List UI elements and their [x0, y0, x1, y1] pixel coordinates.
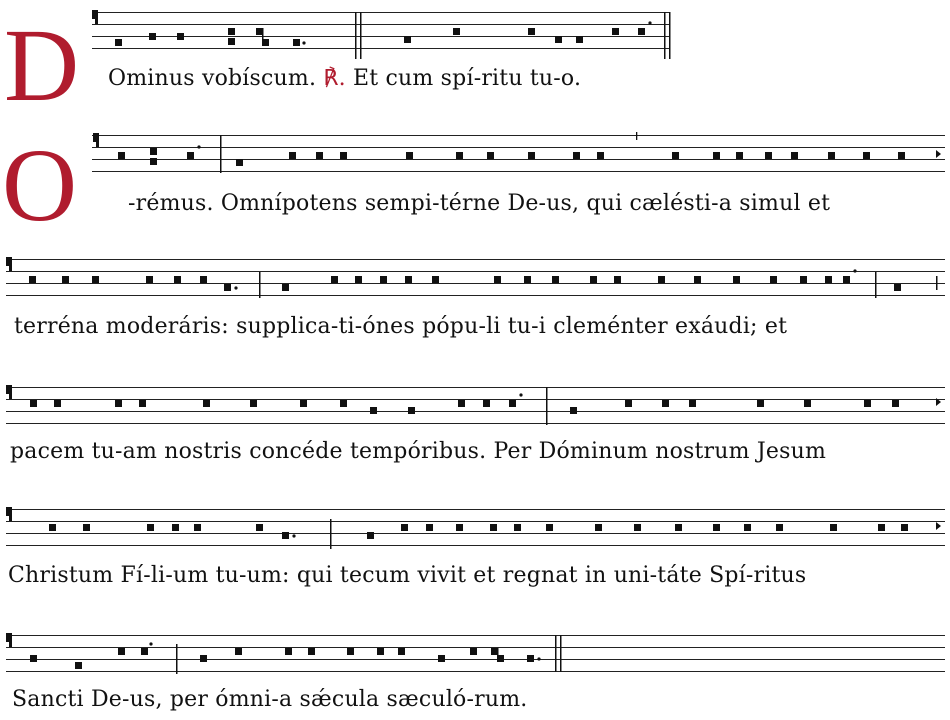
punctum-icon — [262, 39, 269, 46]
drop-cap-o: O — [2, 128, 78, 243]
divisio-icon — [355, 12, 357, 59]
staff-5 — [0, 502, 950, 562]
c-clef-icon — [93, 133, 99, 147]
c-clef-icon — [6, 385, 12, 399]
staff-6 — [0, 628, 950, 688]
lyric-line-5: Christum Fí-li-um tu-um: qui tecum vivit et regnat in uni-táte Spí-ritus — [8, 563, 807, 588]
punctum-icon — [293, 39, 300, 46]
c-clef-icon — [92, 10, 98, 24]
divisio-icon — [875, 272, 877, 298]
divisio-icon — [259, 272, 261, 298]
staff-2 — [0, 128, 950, 188]
punctum-icon — [555, 36, 562, 43]
divisio-icon — [220, 135, 222, 173]
punctum-icon — [453, 28, 460, 35]
punctum-icon — [404, 36, 411, 43]
punctum-icon — [612, 28, 619, 35]
punctum-icon — [228, 28, 235, 35]
drop-cap-d: D — [4, 8, 80, 123]
lyric-line-2: -rémus. Omnípotens sempi-térne De-us, qui cælésti-a simul et — [128, 191, 831, 216]
lyric-line-4: pacem tu-am nostris concéde tempóribus. Per Dóminum nostrum Jesum — [10, 439, 827, 464]
punctum-icon — [149, 33, 156, 40]
staff-4 — [0, 380, 950, 440]
lyric-line-6: Sancti De-us, per ómni-a sǽcula sæculó-rum. — [12, 687, 528, 712]
divisio-icon — [330, 519, 332, 549]
punctum-icon — [256, 28, 263, 35]
punctum-icon — [576, 36, 583, 43]
divisio-icon — [546, 387, 548, 425]
c-clef-icon — [6, 633, 12, 647]
c-clef-icon — [6, 507, 12, 521]
punctum-icon — [115, 39, 122, 46]
punctum-icon — [638, 28, 645, 35]
punctum-icon — [177, 33, 184, 40]
punctum-icon — [228, 38, 235, 45]
staff-1 — [0, 5, 950, 65]
punctum-icon — [528, 28, 535, 35]
c-clef-icon — [6, 257, 12, 271]
staff-3 — [0, 252, 950, 312]
divisio-icon — [176, 644, 178, 674]
lyric-line-1: Ominus vobíscum. ℟. Et cum spí-ritu tu-o. — [108, 66, 582, 91]
response-symbol: ℟. — [323, 66, 346, 91]
lyric-line-3: terréna moderáris: supplica-ti-ónes pópu-li tu-i cleménter exáudi; et — [14, 314, 788, 339]
